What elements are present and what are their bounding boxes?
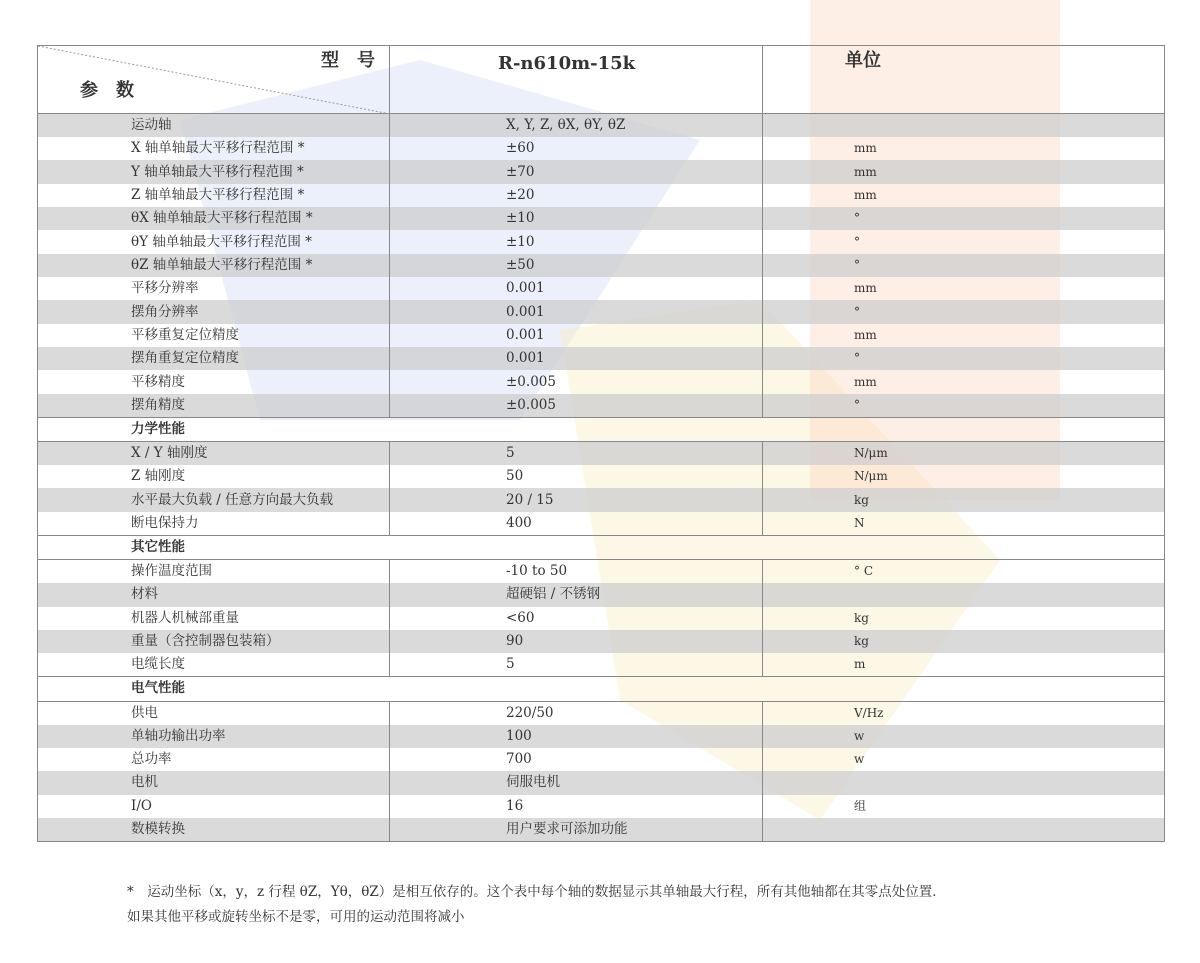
model-name: R-n610m-15k bbox=[498, 53, 636, 74]
param-unit: N/μm bbox=[763, 442, 1165, 466]
param-name: θX 轴单轴最大平移行程范围 * bbox=[38, 207, 390, 230]
table-row bbox=[38, 114, 1165, 138]
param-name: 摆角分辨率 bbox=[38, 300, 390, 323]
table-row bbox=[38, 630, 1165, 653]
unit-label: 单位 bbox=[845, 50, 881, 71]
table-row bbox=[38, 653, 1165, 677]
param-name: 电缆长度 bbox=[38, 653, 390, 677]
param-unit: mm bbox=[763, 277, 1165, 300]
table-row bbox=[38, 488, 1165, 511]
param-unit: mm bbox=[763, 324, 1165, 347]
model-label: 型 号 bbox=[321, 50, 375, 71]
param-value: ±70 bbox=[390, 160, 763, 183]
param-value: <60 bbox=[390, 607, 763, 630]
param-name: Z 轴刚度 bbox=[38, 465, 390, 488]
table-row bbox=[38, 277, 1165, 300]
param-unit: m bbox=[763, 653, 1165, 677]
param-name: θZ 轴单轴最大平移行程范围 * bbox=[38, 254, 390, 277]
table-row bbox=[38, 347, 1165, 370]
table-row bbox=[38, 324, 1165, 347]
table-row bbox=[38, 465, 1165, 488]
param-unit: mm bbox=[763, 184, 1165, 207]
section-header bbox=[38, 417, 1165, 441]
param-name: 水平最大负载 / 任意方向最大负载 bbox=[38, 488, 390, 511]
param-unit: mm bbox=[763, 160, 1165, 183]
param-value: 100 bbox=[390, 725, 763, 748]
param-unit: mm bbox=[763, 370, 1165, 393]
param-value: ±20 bbox=[390, 184, 763, 207]
param-value: 220/50 bbox=[390, 701, 763, 725]
table-row bbox=[38, 512, 1165, 536]
param-unit: ° C bbox=[763, 560, 1165, 584]
param-value: ±10 bbox=[390, 230, 763, 253]
table-row bbox=[38, 137, 1165, 160]
param-name: 材料 bbox=[38, 583, 390, 606]
param-unit: N/μm bbox=[763, 465, 1165, 488]
param-unit: w bbox=[763, 748, 1165, 771]
table-row bbox=[38, 748, 1165, 771]
param-name: 摆角重复定位精度 bbox=[38, 347, 390, 370]
table-row bbox=[38, 184, 1165, 207]
param-value: 用户要求可添加功能 bbox=[390, 818, 763, 842]
table-row bbox=[38, 701, 1165, 725]
param-name: 运动轴 bbox=[38, 114, 390, 138]
param-label: 参 数 bbox=[80, 80, 134, 101]
table-header bbox=[38, 46, 1165, 114]
param-unit: mm bbox=[763, 137, 1165, 160]
param-unit: 组 bbox=[763, 795, 1165, 818]
param-name: 操作温度范围 bbox=[38, 560, 390, 584]
param-name: I/O bbox=[38, 795, 390, 818]
table-row bbox=[38, 607, 1165, 630]
param-unit bbox=[763, 818, 1165, 842]
param-value: X, Y, Z, θX, θY, θZ bbox=[390, 114, 763, 138]
param-value: 5 bbox=[390, 442, 763, 466]
table-row bbox=[38, 583, 1165, 606]
param-name: 电机 bbox=[38, 771, 390, 794]
param-value: 20 / 15 bbox=[390, 488, 763, 511]
param-unit: kg bbox=[763, 630, 1165, 653]
param-name: 数模转换 bbox=[38, 818, 390, 842]
table-row bbox=[38, 230, 1165, 253]
param-unit: ° bbox=[763, 300, 1165, 323]
param-value: 400 bbox=[390, 512, 763, 536]
table-row bbox=[38, 207, 1165, 230]
param-value: 90 bbox=[390, 630, 763, 653]
param-value: ±0.005 bbox=[390, 394, 763, 418]
section-title: 其它性能 bbox=[38, 535, 1165, 559]
table-row bbox=[38, 370, 1165, 393]
section-title: 力学性能 bbox=[38, 417, 1165, 441]
param-name: X 轴单轴最大平移行程范围 * bbox=[38, 137, 390, 160]
param-name: θY 轴单轴最大平移行程范围 * bbox=[38, 230, 390, 253]
param-name: X / Y 轴刚度 bbox=[38, 442, 390, 466]
section-title: 电气性能 bbox=[38, 677, 1165, 701]
param-unit: ° bbox=[763, 254, 1165, 277]
param-value: 700 bbox=[390, 748, 763, 771]
param-unit: V/Hz bbox=[763, 701, 1165, 725]
section-header bbox=[38, 677, 1165, 701]
param-value: 0.001 bbox=[390, 324, 763, 347]
param-value: 超硬铝 / 不锈钢 bbox=[390, 583, 763, 606]
param-value: 16 bbox=[390, 795, 763, 818]
table-row bbox=[38, 795, 1165, 818]
param-value: 0.001 bbox=[390, 277, 763, 300]
param-unit: kg bbox=[763, 607, 1165, 630]
param-unit: ° bbox=[763, 230, 1165, 253]
table-row bbox=[38, 254, 1165, 277]
table-row bbox=[38, 771, 1165, 794]
table-row bbox=[38, 560, 1165, 584]
param-name: 机器人机械部重量 bbox=[38, 607, 390, 630]
param-unit: ° bbox=[763, 394, 1165, 418]
param-value: 50 bbox=[390, 465, 763, 488]
param-value: 5 bbox=[390, 653, 763, 677]
footnote-line-1: * 运动坐标（x，y，z 行程 θZ，Yθ，θZ）是相互依存的。这个表中每个轴的数据显示其单轴最大行程，所有其他轴都在其零点处位置． bbox=[127, 884, 946, 900]
param-unit bbox=[763, 583, 1165, 606]
param-name: 重量（含控制器包装箱） bbox=[38, 630, 390, 653]
param-unit: ° bbox=[763, 347, 1165, 370]
param-name: 摆角精度 bbox=[38, 394, 390, 418]
param-unit: w bbox=[763, 725, 1165, 748]
param-name: 平移重复定位精度 bbox=[38, 324, 390, 347]
param-value: ±50 bbox=[390, 254, 763, 277]
param-unit bbox=[763, 771, 1165, 794]
param-value: 伺服电机 bbox=[390, 771, 763, 794]
param-name: 平移分辨率 bbox=[38, 277, 390, 300]
param-name: Z 轴单轴最大平移行程范围 * bbox=[38, 184, 390, 207]
param-unit: kg bbox=[763, 488, 1165, 511]
param-name: 总功率 bbox=[38, 748, 390, 771]
section-header bbox=[38, 535, 1165, 559]
spec-table bbox=[37, 45, 1165, 842]
param-name: Y 轴单轴最大平移行程范围 * bbox=[38, 160, 390, 183]
table-row bbox=[38, 818, 1165, 842]
param-unit: ° bbox=[763, 207, 1165, 230]
param-name: 平移精度 bbox=[38, 370, 390, 393]
param-unit bbox=[763, 114, 1165, 138]
param-value: -10 to 50 bbox=[390, 560, 763, 584]
table-row bbox=[38, 725, 1165, 748]
header-diagonal-cell bbox=[38, 46, 390, 114]
param-name: 单轴功输出功率 bbox=[38, 725, 390, 748]
param-name: 供电 bbox=[38, 701, 390, 725]
table-row bbox=[38, 300, 1165, 323]
param-value: 0.001 bbox=[390, 300, 763, 323]
footnote-line-2: 如果其他平移或旋转坐标不是零，可用的运动范围将减小 bbox=[127, 909, 465, 925]
table-row bbox=[38, 394, 1165, 418]
param-unit: N bbox=[763, 512, 1165, 536]
param-name: 断电保持力 bbox=[38, 512, 390, 536]
table-row bbox=[38, 442, 1165, 466]
param-value: ±0.005 bbox=[390, 370, 763, 393]
param-value: ±10 bbox=[390, 207, 763, 230]
param-value: 0.001 bbox=[390, 347, 763, 370]
table-row bbox=[38, 160, 1165, 183]
param-value: ±60 bbox=[390, 137, 763, 160]
